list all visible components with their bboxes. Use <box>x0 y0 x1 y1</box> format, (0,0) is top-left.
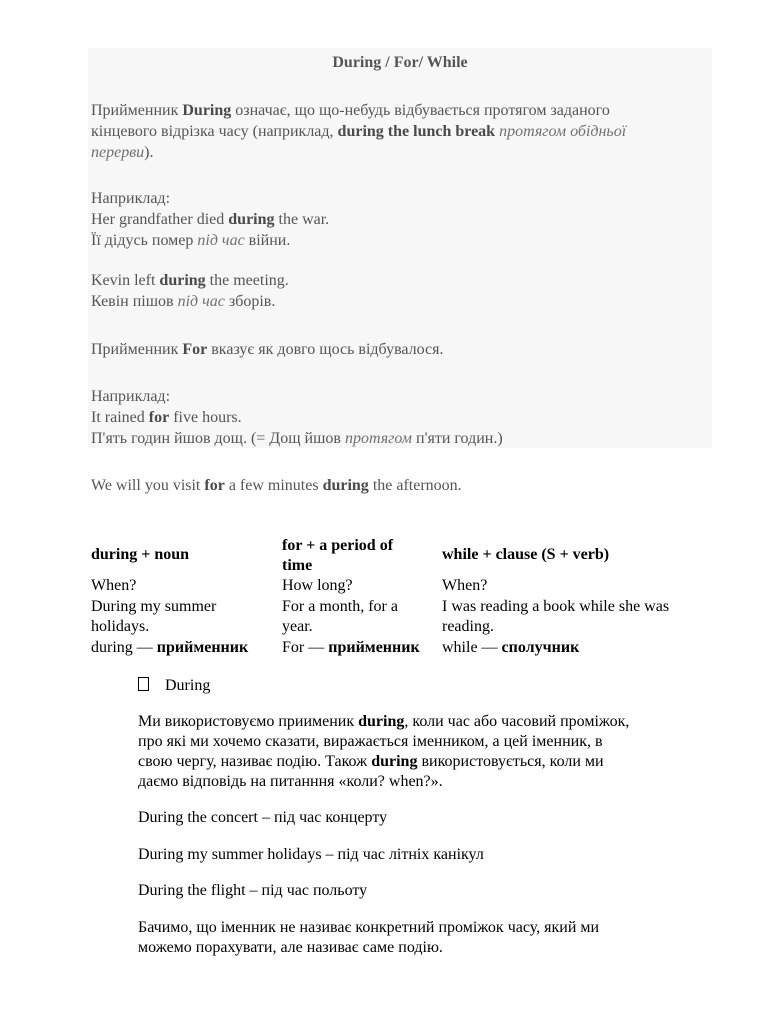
example-text: Її дідусь помер <box>91 232 198 249</box>
example-text: five hours. <box>169 409 242 426</box>
paragraph-text: використовується, коли ми <box>417 753 604 770</box>
section-heading <box>138 676 210 696</box>
bullet-box-icon <box>138 677 149 691</box>
example-uk <box>91 291 275 312</box>
table-header-for-line: for + a period of <box>282 537 394 554</box>
table-cell <box>282 597 398 637</box>
section-example: During my summer holidays – під час літніх канікул <box>138 846 484 863</box>
example-text: зборів. <box>224 293 276 310</box>
example-text: Kevin left <box>91 272 160 289</box>
example-keyword: during <box>159 272 206 289</box>
table-cell-text: during — <box>91 639 157 656</box>
example-keyword: during <box>322 477 369 494</box>
definition-text: Прийменник <box>91 341 183 358</box>
example-text: Кевін пішов <box>91 293 178 310</box>
section-paragraph-line: про які ми хочемо сказати, виражається іменником, а цей іменник, в <box>138 733 603 750</box>
example-keyword-uk: під час <box>197 232 245 249</box>
intro-text: Прийменник <box>91 102 183 119</box>
table-cell <box>91 597 216 637</box>
section-heading-label: During <box>165 677 211 694</box>
table-header-for-line: time <box>282 557 313 574</box>
paragraph-text: свою чергу, називає подію. Також <box>138 753 372 770</box>
table-cell <box>282 638 420 658</box>
table-cell-line: For a month, for a <box>282 598 398 615</box>
table-cell: When? <box>442 577 488 594</box>
example-uk <box>91 230 290 251</box>
example-text: Her grandfather died <box>91 211 229 228</box>
intro-line-1 <box>91 100 610 121</box>
table-cell-line: I was reading a book while she was <box>442 598 670 615</box>
example-keyword: for <box>148 409 170 426</box>
table-cell-text: while — <box>442 639 502 656</box>
intro-text: кінцевого відрізка часу (наприклад, <box>91 123 338 140</box>
example-en <box>91 407 242 428</box>
intro-line-3 <box>91 142 153 163</box>
example-text: п'яти годин.) <box>412 430 503 447</box>
for-definition <box>91 339 444 360</box>
example-uk <box>91 428 503 449</box>
page-title: During / For/ While <box>332 54 468 71</box>
example-keyword-uk: під час <box>177 293 225 310</box>
definition-text: вказує як довго щось відбувалося. <box>207 341 444 358</box>
example-combined <box>91 475 462 496</box>
intro-line-2 <box>91 121 626 142</box>
example-text: П'ять годин йшов дощ. (= Дощ йшов <box>91 430 345 447</box>
intro-example-en: during the lunch break <box>337 123 496 140</box>
table-cell-term: прийменник <box>156 639 249 656</box>
example-keyword-uk: протягом <box>344 430 413 447</box>
example-en <box>91 270 289 291</box>
intro-term-during: During <box>182 102 232 119</box>
table-cell-line: holidays. <box>91 618 150 635</box>
table-cell-line: During my summer <box>91 598 217 615</box>
table-header-during: during + noun <box>91 546 190 563</box>
section-paragraph-line: можемо порахувати, але називає саме подію. <box>138 939 443 956</box>
table-header-for <box>282 536 393 576</box>
table-cell-term: прийменник <box>328 639 420 656</box>
table-header-while: while + clause (S + verb) <box>442 546 610 563</box>
example-text: the war. <box>274 211 330 228</box>
intro-text: ). <box>144 144 154 161</box>
section-example: During the concert – під час концерту <box>138 809 388 826</box>
section-example: During the flight – під час польоту <box>138 882 368 899</box>
example-en <box>91 209 329 230</box>
paragraph-text: , коли час або часовий проміжок, <box>404 713 630 730</box>
section-paragraph-line: даємо відповідь на питанння «коли? when?». <box>138 773 443 790</box>
table-cell <box>442 638 579 658</box>
table-cell: How long? <box>282 577 353 594</box>
table-cell: When? <box>91 577 137 594</box>
table-cell <box>91 638 248 658</box>
paragraph-keyword: during <box>358 713 405 730</box>
intro-example-uk: перерви <box>91 144 145 161</box>
example-label: Наприклад: <box>91 388 171 405</box>
example-text: a few minutes <box>224 477 323 494</box>
example-text: the afternoon. <box>368 477 462 494</box>
paragraph-keyword: during <box>371 753 418 770</box>
table-cell-line: reading. <box>442 618 494 635</box>
intro-text: означає, що що-небудь відбувається протягом заданого <box>231 102 610 119</box>
intro-example-uk: протягом обідньої <box>495 123 627 140</box>
paragraph-text: Ми використовуємо приименик <box>138 713 359 730</box>
example-label: Наприклад: <box>91 190 171 207</box>
definition-term-for: For <box>182 341 208 358</box>
table-cell-text: For — <box>282 639 329 656</box>
example-text: We will you visit <box>91 477 205 494</box>
example-keyword: for <box>204 477 225 494</box>
table-cell-line: year. <box>282 618 313 635</box>
section-paragraph-line <box>138 712 629 732</box>
example-text: the meeting. <box>205 272 289 289</box>
table-cell-term: сполучник <box>501 639 580 656</box>
section-paragraph-line <box>138 752 604 772</box>
example-keyword: during <box>228 211 275 228</box>
table-cell <box>442 597 669 637</box>
section-paragraph-line: Бачимо, що іменник не називає конкретний проміжок часу, який ми <box>138 919 600 936</box>
example-text: війни. <box>244 232 291 249</box>
example-text: It rained <box>91 409 149 426</box>
